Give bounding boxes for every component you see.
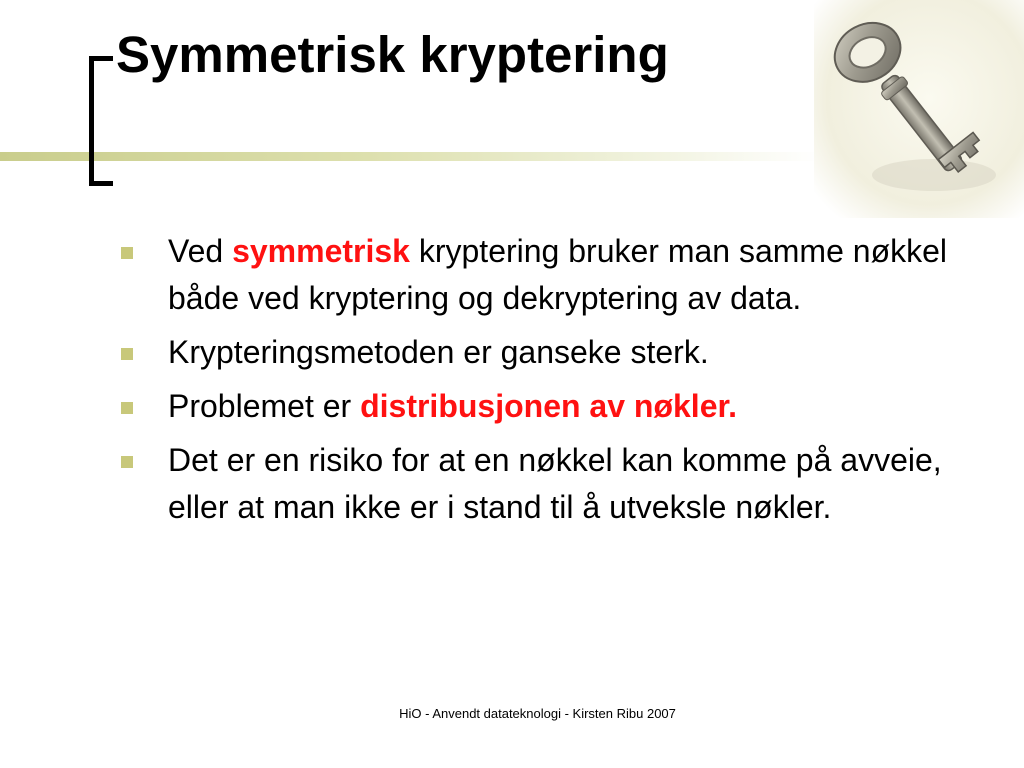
key-icon bbox=[814, 0, 1024, 218]
title-bracket bbox=[89, 56, 94, 186]
title-underline-band bbox=[0, 152, 820, 161]
key-image bbox=[814, 0, 1024, 218]
bullet-item bbox=[112, 329, 962, 376]
title-bracket-bottom bbox=[89, 181, 113, 186]
bullet-text-pre: Problemet er bbox=[168, 388, 361, 424]
title-bracket-top bbox=[89, 56, 113, 61]
bullet-list bbox=[112, 228, 962, 538]
bullet-item bbox=[112, 437, 962, 531]
slide-footer: HiO - Anvendt datateknologi - Kirsten Ribu 2007 bbox=[399, 706, 676, 721]
bullet-text-post: kryptering bruker man samme nøkkel både ved kryptering og dekryptering av data. bbox=[168, 233, 948, 316]
slide-title: Symmetrisk kryptering bbox=[116, 26, 669, 83]
bullet-text-pre: Ved bbox=[168, 233, 233, 269]
bullet-square-icon bbox=[121, 247, 133, 259]
bullet-item bbox=[112, 228, 962, 322]
bullet-highlight: symmetrisk bbox=[232, 233, 410, 269]
bullet-square-icon bbox=[121, 348, 133, 360]
bullet-item bbox=[112, 383, 962, 430]
bullet-square-icon bbox=[121, 402, 133, 414]
bullet-highlight: distribusjonen av nøkler. bbox=[360, 388, 738, 424]
bullet-text: Det er en risiko for at en nøkkel kan komme på avveie, eller at man ikke er i stand til å utveksle nøkler. bbox=[168, 442, 942, 525]
bullet-text: Krypteringsmetoden er ganseke sterk. bbox=[168, 334, 709, 370]
bullet-square-icon bbox=[121, 456, 133, 468]
